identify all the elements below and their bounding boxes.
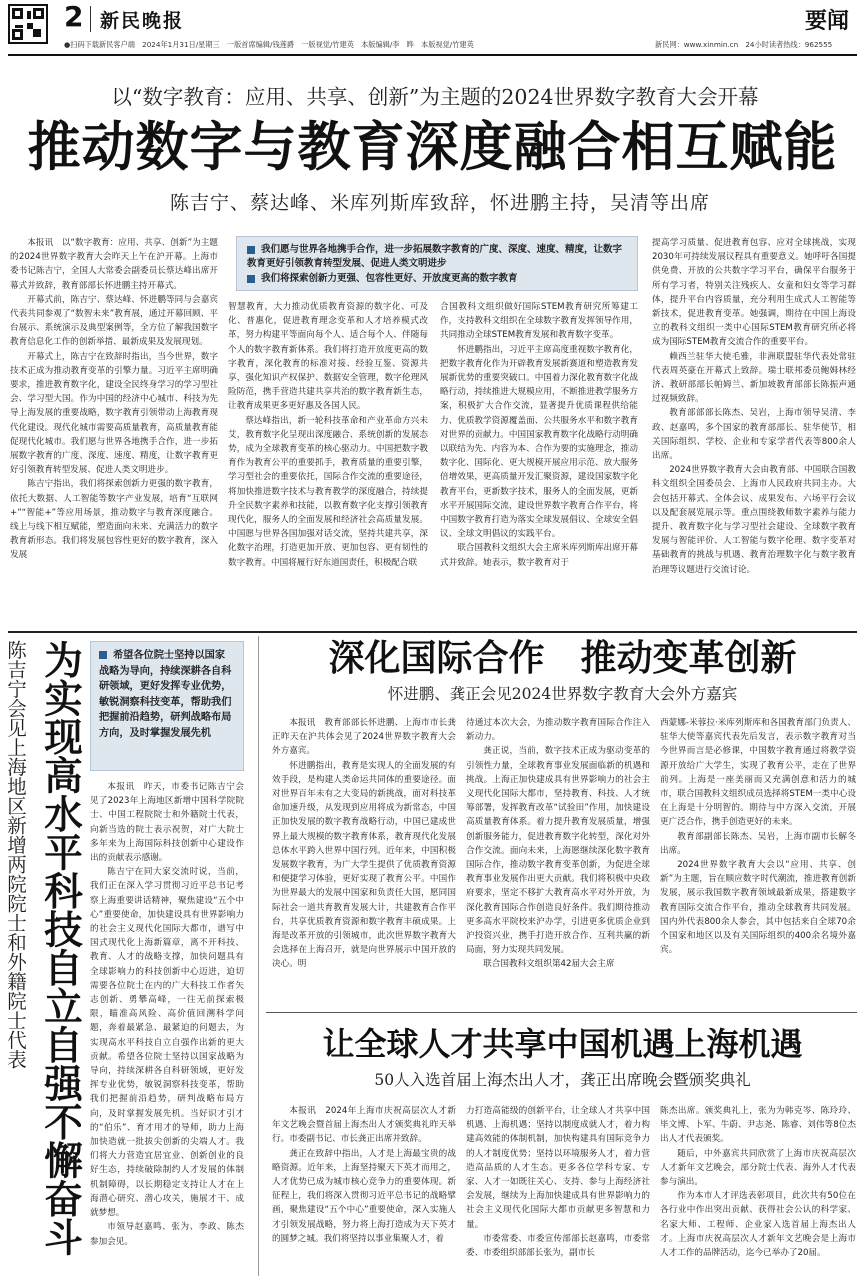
paragraph: 西蒙娜-米蓉拉·米库列斯库和各国教育部门负责人、驻华大使等嘉宾代表先后发言，表示数字教育对当今世界而言是必修课，中国数字教育通过将教学资源开放给广大学生，实现了教育公平，走在了世界前列。上海是一座美丽而又充满创意和活力的城市，联合国教科文组织成员选择将STEM一类中心设在上海是十分明智的。期待与中方深入交流，开展更广泛合作，携手创造更好的未来。 bbox=[660, 718, 856, 828]
article4-headline: 让全球人才共享中国机遇上海机遇 bbox=[322, 1025, 803, 1063]
bullet-icon bbox=[99, 651, 107, 659]
article3-column-3 bbox=[660, 716, 856, 1006]
paragraph: 龚正说，当前，数字技术正成为驱动变革的引领性力量，全球教育事业发展面临新的机遇和挑战。上海正加快建成具有世界影响力的社会主义现代化国际大都市，坚持教育、科技、人才统筹部署，发挥教育改革“试验田”作用，加快建设高质量教育体系。着力提升教育发展质量，增强创新服务能力，促进教育数字化转型，深化对外合作交流。面向未来，上海愿继续深化数字教育国际合作，推动数字教育变革创新，为促进全球教育事业发展作出更大贡献。我们将积极中央政府要求，坚定不移扩大教育高水平对外开放，为深化教育国际合作创造良好条件。我们期待推动更多高水平院校来沪办学，引进更多优质企业到沪投资兴业，携手打造开放合作、互利共赢的新局面，努力实现共同发展。 bbox=[466, 746, 650, 956]
page-number: 2 bbox=[64, 0, 84, 33]
paragraph: 本报讯 昨天，市委书记陈吉宁会见了2023年上海地区新增中国科学院院士、中国工程院院士和外籍院士代表，向新当选的院士表示祝贺，对广大院士多年来为上海国际科技创新中心建设作出的贡献表示感谢。 bbox=[90, 782, 244, 864]
masthead-meta-left: ●扫码下载新民客户端 2024年1月31日/星期三 一版首席编辑/钱莲爵 一版视觉/竹建英 本版编辑/李 晔 本版视觉/竹建英 bbox=[64, 40, 474, 49]
paragraph: 教育部副部长陈杰、吴岩，上海市副市长解冬出席。 bbox=[660, 831, 856, 856]
paragraph: 龚正在致辞中指出，人才是上海最宝贵的战略资源。近年来，上海坚持聚天下英才而用之，人才优势已成为城市核心竞争力的重要体现。新征程上，我们将深入贯彻习近平总书记的战略擘画，聚焦建设“五个中心”重要使命，深入实施人才引领发展战略，努力将上海打造成为天下英才的圆梦之城。我们将坚持以事业集聚人才，着 bbox=[272, 1148, 456, 1244]
article4-column-3 bbox=[660, 1104, 856, 1276]
highlight-text: 我们愿与世界各地携手合作，进一步拓展数字教育的广度、深度、速度、精度，让数字教育更好引领教育转型发展、促进人类文明进步 bbox=[247, 244, 623, 269]
article3-column-1 bbox=[272, 716, 456, 1006]
paragraph: 怀进鹏指出，教育是实现人的全面发展的有效手段，是构建人类命运共同体的重要途径。面对世界百年未有之大变局的新挑战，面对科技革命加速升级，从发现到应用将成为新常态，中国正加快发展的数字教育战略行动，中国已建成世界上最大规模的数字教育体系，教育现代化发展总体水平跨入世界中国行列。近年来，中国积极发展数字教育，为广大学生提供了优质教育资源和便捷学习体验，更好实现了教育公平。中国作为世界最大的发展中国家和负责任大国，愿同国际社会一道共育教育发展大计，共建教育合作平台，共享优质教育资源和数字教育丰硕成果。上海是改革开放的引领城市，此次世界数字教育大会选择在上海召开，就是向世界展示中国开放的决心。明 bbox=[272, 760, 456, 970]
article1-column-3 bbox=[440, 300, 638, 626]
paragraph: 2024世界数字教育大会以“应用、共享、创新”为主题，旨在顺应数字时代潮流，推进教育创新发展，展示我国数字教育领域最新成果，搭建数字教育国际交流合作平台，推动全球教育共同发展。国内外代表800余人参会，其中包括来自全球70余个国家和地区以及有关国际组织的400余名境外嘉宾。 bbox=[660, 860, 856, 956]
article3-column-2 bbox=[466, 716, 650, 1006]
section-divider bbox=[8, 631, 857, 633]
article1-kicker: 以“数字教育：应用、共享、创新”为主题的2024世界数字教育大会开幕 bbox=[111, 85, 759, 109]
paragraph: 2024世界数字教育大会由教育部、中国联合国教科文组织全国委员会、上海市人民政府共同主办。大会包括开幕式、全体会议、成果发布、六场平行会议以及配套展览展示等。重点围绕教师数字素养与能力提升、教育数字化与学习型社会建设、全球数字教育发展与智能评价、人工智能与数字伦理、数字变革对基础教育的挑战与机遇、教育治理数字化与数字教育治理等议题进行交流讨论。 bbox=[652, 465, 856, 575]
bullet-icon bbox=[247, 246, 255, 254]
masthead-meta-right: 新民网：www.xinmin.cn 24小时读者热线：962555 bbox=[655, 40, 833, 49]
paragraph: 陈吉宁指出，我们将探索创新力更强的数字教育，依托大数据、人工智能等数字产业发展，培育“互联网+”“智能+”等应用场景，推动数字与教育深度融合。线上与线下相互赋能，塑造面向未来、充满活力的数字教育新形态。我们将发展包容性更好的数字教育，深入发展 bbox=[10, 479, 218, 561]
article3-subhead: 怀进鹏、龚正会见2024世界数字教育大会外方嘉宾 bbox=[387, 685, 738, 703]
article4-subhead: 50人入选首届上海杰出人才，龚正出席晚会暨颁奖典礼 bbox=[374, 1071, 751, 1089]
article2-vertical-headline: 为实现高水平科技自立自强不懈奋斗 bbox=[38, 640, 83, 1256]
paragraph: 开幕式上，陈吉宁在致辞时指出，当今世界，数字技术正成为推动教育变革的引擎力量。习近平主席明确要求，推进教育数字化，建设全民终身学习的学习型社会、学习型大国。作为中国的经济中心城市、科技为先导上海发展的重要战略，数字教育引领带动上海教育现代化建设。现代化城市需要高质量教育，高质量教育能促现代化城市。我们愿与世界各地携手合作，进一步拓展数字教育的广度、深度、速度、精度，让数字教育更好引领教育转型发展、促进人类文明进步。 bbox=[10, 351, 218, 476]
bullet-icon bbox=[247, 275, 255, 283]
masthead-divider bbox=[90, 6, 91, 32]
paragraph: 待通过本次大会，为推动数字教育国际合作注入新动力。 bbox=[466, 718, 650, 743]
article1-subhead: 陈吉宁、蔡达峰、米库列斯库致辞，怀进鹏主持，吴清等出席 bbox=[169, 192, 710, 214]
paragraph: 开幕式前，陈吉宁、蔡达峰、怀进鹏等同与会嘉宾代表共同参观了“数智未来”教育展，通过开幕回顾、平台展示、系统演示及典型案例等，全方位了解我国数字教育信息化工作的创新举措、最新成果及发展现划。 bbox=[10, 294, 218, 348]
article2-highlight-box bbox=[90, 641, 244, 771]
paragraph: 怀进鹏指出，习近平主席高度重视数字教育化，把数字教育化作为开辟教育发展新赛道和塑造教育发展新优势的重要突破口。中国着力深化教育数字化战略行动，持续推进大规模应用，不断推进教学服务方案，积极扩大合作交流，显著提升优质课程供给能力、优质教学资源覆盖面、公共服务水平和数字教育对世界的贡献力。中国国家教育数字化战略行动明确以联结为先、内容为本、合作为要的实施理念，推动数字化、国际化、更大规模开展应用示范、放大服务倍增效果，更高质量开发汇聚资源，建设国家数字化教育平台，更新数字技术，服务人的全面发展，更新水平开展国际交流，建设世界数字教育合作平台，将中国数字教育打造为落实全球发展倡议、全球安全倡议、全球文明倡议的实践平台。 bbox=[440, 344, 638, 540]
article4-column-2 bbox=[466, 1104, 650, 1276]
paragraph: 市领导赵嘉鸣、张为、李政、陈杰参加会见。 bbox=[90, 1222, 244, 1247]
article2-vertical-kicker: 陈吉宁会见上海地区新增两院院士和外籍院士代表 bbox=[4, 640, 27, 1069]
highlight-item bbox=[247, 243, 627, 271]
paragraph: 本报讯 以“数字教育：应用、共享、创新”为主题的2024世界数字教育大会昨天上午在沪开幕。上海市委书记陈吉宁，全国人大常委会副委员长蔡达峰出席开幕式并致辞，教育部部长怀进鹏主持开幕式。 bbox=[10, 238, 218, 291]
paragraph: 合国教科文组织做好国际STEM教育研究所筹建工作，支持教科文组织在全球数字教育发挥领导作用，共同推动全球STEM教育发展和教育数字变革。 bbox=[440, 302, 638, 341]
paragraph: 力打造高能级的创新平台，让全球人才共享中国机遇、上海机遇；坚持以制度成就人才，着力构建高效能的体制机制，加快构建具有国际竞争力的人才制度优势；坚持以环境服务人才，着力营造高品质的人才生态。更多各位学科专家、专家、人才一如既往关心、支持、参与上海经济社会发展，继续为上海加快建成具有世界影响力的社会主义现代化国际大都市贡献更多智慧和力量。 bbox=[466, 1106, 650, 1230]
article4-column-1 bbox=[272, 1104, 456, 1276]
paragraph: 市委常委、市委宣传部部长赵嘉鸣，市委常委、市委组织部部长张为，副市长 bbox=[466, 1233, 650, 1259]
qr-code bbox=[8, 4, 48, 44]
highlight-text: 我们将探索创新力更强、包容性更好、开放度更高的数字教育 bbox=[261, 273, 518, 284]
highlight-text: 希望各位院士坚持以国家战略为导向，持续深耕各自科研领域，更好发挥专业优势，敏锐洞察科技变革，帮助我们把握前沿趋势，研判战略布局方向，及时掌握发展先机 bbox=[99, 650, 232, 739]
paragraph: 教育部部部长陈杰、吴岩，上海市领导吴清、李政、赵嘉鸣，多个国家的教育部部长、驻华使节，相关国际组织、学校、企业和专家学者代表等800余人出席。 bbox=[652, 408, 856, 462]
paragraph: 作为本市人才评选表彰项目，此次共有50位在各行业中作出突出贡献、获得社会公认的科学家、名家大师、工程师、企业家入选首届上海杰出人才。上海市庆祝高层次人才新年文艺晚会是上海市人才工作的品牌活动，迄今已举办了20届。 bbox=[660, 1191, 856, 1259]
paragraph: 陈杰出席。颁奖典礼上，张为为韩克岑、陈玲玲、毕文博、卜军、牛蔚、尹志尧、陈睿、刘伟等8位杰出人才代表颁奖。 bbox=[660, 1106, 856, 1145]
paper-name: 新民晚报 bbox=[100, 10, 185, 32]
article1-column-1 bbox=[10, 236, 218, 626]
paragraph: 随后，中外嘉宾共同欣赏了上海市庆祝高层次人才新年文艺晚会，部分院士代表、海外人才代表参与演出。 bbox=[660, 1148, 856, 1188]
column-divider bbox=[258, 636, 259, 1276]
article1-column-4 bbox=[652, 236, 856, 626]
paragraph: 提高学习质量、促进教育包容、应对全球挑战，实现2030年可持续发展议程具有重要意义。她呼吁各国提供免费、开放的公共数字学习平台，确保平台服务于所有学习者，特别关注残疾人、女童和妇女等学习群体，提升平台内容质量，充分利用生成式人工智能等新技术，促进教育变革。她强调，期待在中国上海设立的教科文组织一类中心国际STEM教育研究所必将成为国际STEM教育交流合作的重要平台。 bbox=[652, 238, 856, 348]
paragraph: 蔡达峰指出，新一轮科技革命和产业革命方兴未艾，教育数字化呈现出深度融合、系统创新的发展态势，成为全球教育变革的核心驱动力。中国把数字教育作为教育公平的重要抓手，教育质量的重要引擎，学习型社会的重要依托，国际合作交流的重要途径，将加快推进数字技术与教育教学的深度融合，持续提升全民数字素养和技能，以教育数字化支撑引领教育现代化，服务人的全面发展和经济社会高质量发展。中国愿与世界各国加强对话交流，坚持共建共享，深化数字治理，打造更加开放、更加包容、更有韧性的数字教育。中国将履行好东道国责任，积极配合联 bbox=[228, 415, 428, 568]
masthead-rule bbox=[8, 54, 857, 56]
paragraph: 赖西兰驻华大使毛雅，非洲联盟驻华代表处常驻代表周英豪在开幕式上致辞。瑞士联邦委员鲍姆林经济、教研部部长帕姆兰、新加坡教育部部长陈振声通过视频致辞。 bbox=[652, 351, 856, 405]
article2-body bbox=[90, 780, 244, 1275]
paragraph: 本报讯 2024年上海市庆祝高层次人才新年文艺晚会暨首届上海杰出人才颁奖典礼昨天举行。市委副书记、市长龚正出席并致辞。 bbox=[272, 1106, 456, 1145]
article1-highlight-box bbox=[236, 236, 638, 291]
article1-headline: 推动数字与教育深度融合相互赋能 bbox=[27, 117, 838, 178]
paragraph: 联合国教科文组织第42届大会主席 bbox=[483, 959, 615, 970]
article1-column-2 bbox=[228, 300, 428, 626]
paragraph: 陈吉宁在同大家交流时说，当前，我们正在深入学习贯彻习近平总书记考察上海重要讲话精神，聚焦建设“五个中心”重要使命，加快建设具有世界影响力的社会主义现代化国际大都市，谱写中国式现代化上海新篇章，离不开科技、教育、人才的战略支撑，加快问题具有全球影响力的科技创新中心迈进，迫切需要各位院士在内的广大科技工作者矢志创新、勇攀高峰，一往无前探索极限，瞄准高风险、高价值回溯科学问题，奔着最紧急、最紧迫的问题去，为实现高水平科技自立自强作出新的更大贡献。希望各位院士坚持以国家战略为导向，持续深耕各自科研领域，更好发挥专业优势，敏锐洞察科技变革，帮助我们把握前沿趋势，研判战略布局方向，及时掌握发展先机。当好识才引才的“伯乐”、育才用才的导师，助力上海加快造就一批拔尖创新的尖端人才。我们将大力营造宜居宜业、创新创业的良好生态，持续破除制约人才发展的体制机制障碍，以长期稳定支持让人才在上海潜心研究、潜心攻关，施展才干、成就梦想。 bbox=[90, 867, 244, 1219]
highlight-item bbox=[247, 272, 627, 286]
section-label: 要闻 bbox=[805, 9, 850, 34]
paragraph: 智慧教育，大力推动优质教育资源的数字化、可及化、普惠化，促进教育理念变革和人才培养模式改革，努力构建平等面向每个人、适合每个人、伴随每个人的数字教育新体系。我们将打造开放度更高的数字教育，深化教育的标准对接、经验互鉴、资源共享，强化知识产权保护、数据安全管理，数字伦理风险防范，携手营造共建共享共治的数字教育新生态，让教育成果更多更好惠及各国人民。 bbox=[228, 302, 428, 412]
article3-headline: 深化国际合作 推动变革创新 bbox=[328, 638, 797, 679]
paragraph: 联合国教科文组织大会主席米库列斯库出席开幕式并致辞。她表示，数字教育对于 bbox=[440, 543, 638, 568]
section-divider bbox=[266, 1012, 857, 1013]
paragraph: 本报讯 教育部部长怀进鹏、上海市市长龚正昨天在沪共体会见了2024世界数字教育大会外方嘉宾。 bbox=[272, 718, 456, 757]
